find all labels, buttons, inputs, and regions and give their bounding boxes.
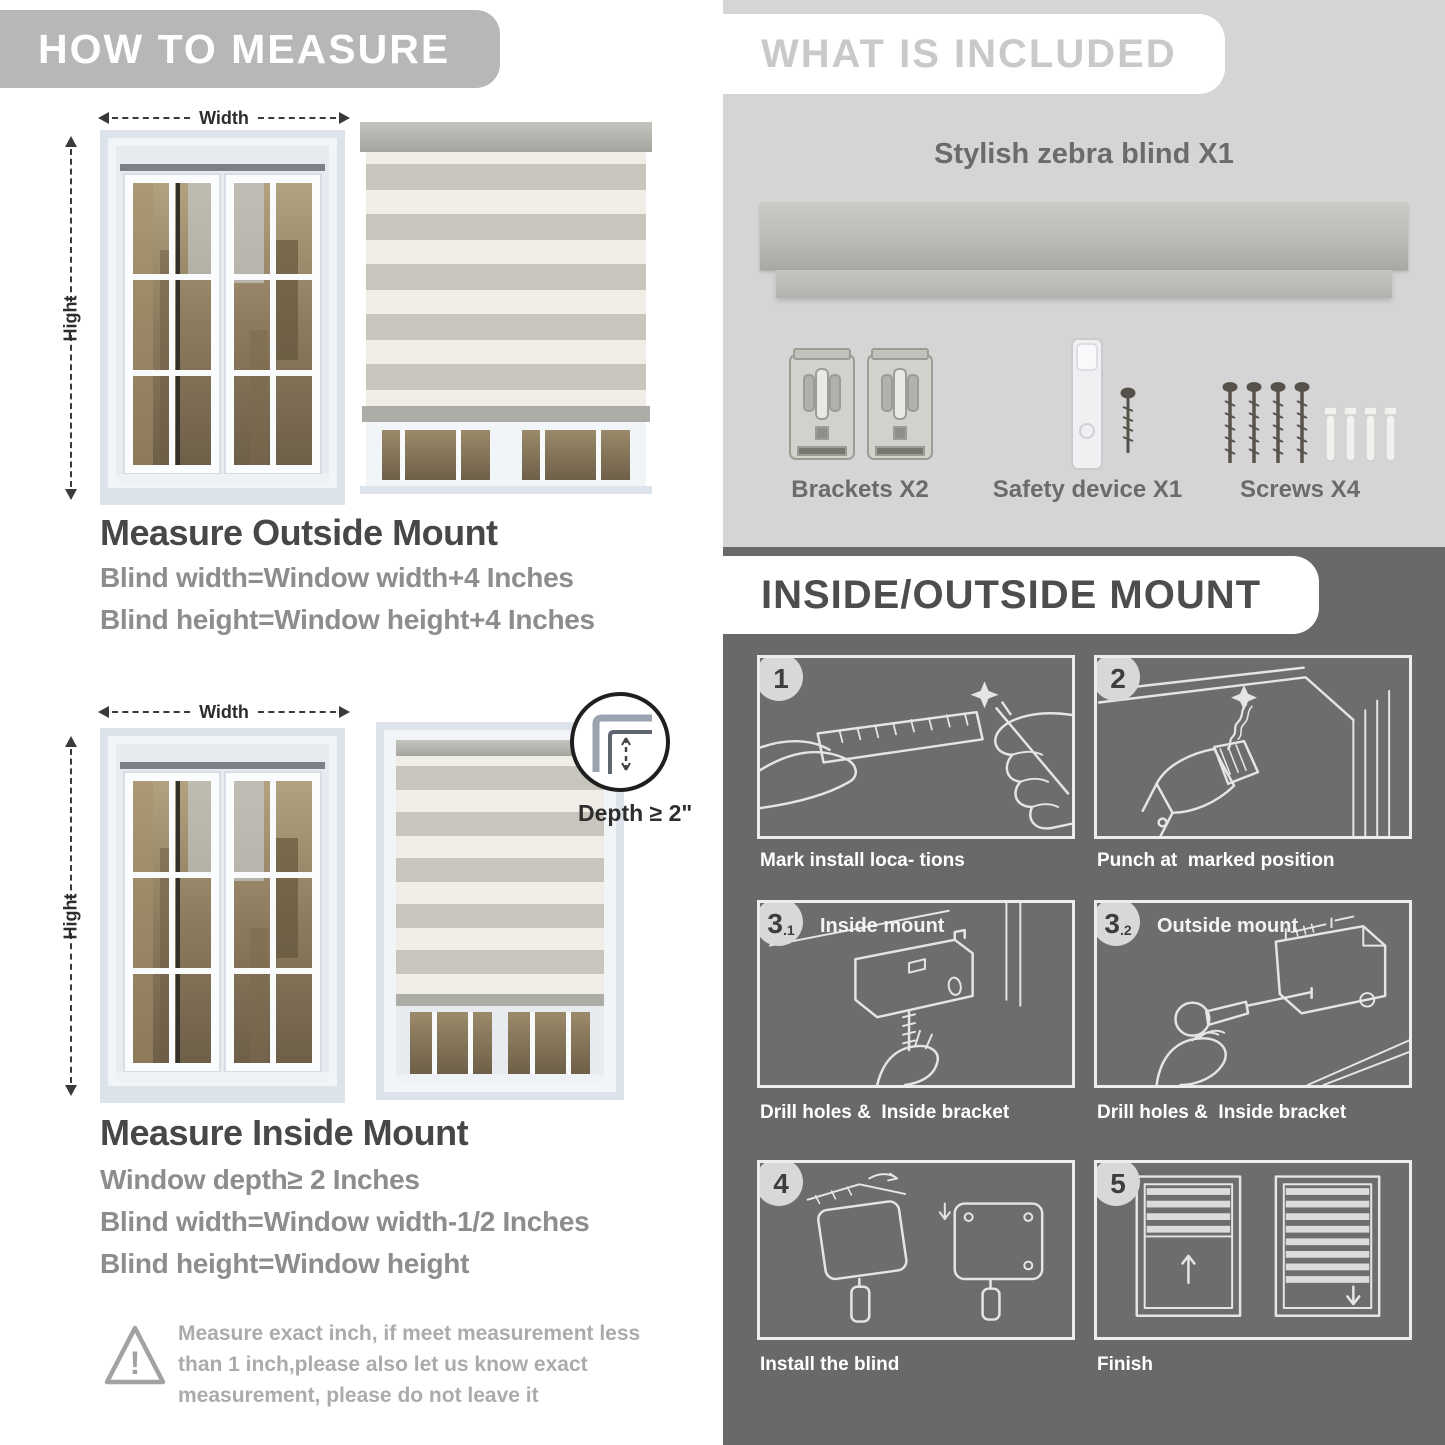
height-arrow: [58, 736, 84, 1096]
measure-warning-note: Measure exact inch, if meet measurement less than 1 inch,please also let us know exact measurement, please do not leave it: [178, 1322, 641, 1407]
what-is-included-header: [723, 14, 1225, 94]
height-arrow: [58, 136, 84, 500]
inside-mount-line-1: Window depth≥ 2 Inches: [100, 1164, 420, 1195]
step-panel-3-1: [757, 900, 1075, 1088]
zebra-blind-outside-mount-illustration: [360, 122, 652, 494]
width-label: Width: [199, 107, 249, 128]
screw-icon: [1122, 389, 1134, 453]
step-panel-4: [757, 1160, 1075, 1340]
warning-triangle-icon: [102, 1322, 168, 1390]
width-arrow: [98, 700, 350, 724]
step-5-caption: Finish: [1097, 1354, 1153, 1375]
arrow-down-icon: [65, 1085, 77, 1096]
hardware-components-illustration: [760, 335, 1410, 475]
inside-mount-line-3: Blind height=Window height: [100, 1248, 470, 1279]
step-number-badge: 5: [1094, 1160, 1140, 1206]
how-to-measure-header: [0, 10, 500, 88]
step-1-mark-illustration: [760, 658, 1072, 836]
window-photo-illustration: [100, 130, 345, 505]
step-4-caption: Install the blind: [760, 1354, 900, 1375]
arrow-down-icon: [65, 489, 77, 500]
brackets-label: Brackets X2: [791, 476, 929, 503]
step-panel-1: [757, 655, 1075, 839]
bracket-icon: [868, 349, 932, 459]
arrow-left-icon: [98, 706, 109, 718]
inside-mount-line-2: Blind width=Window width-1/2 Inches: [100, 1206, 590, 1237]
window-photo-illustration: [100, 728, 345, 1103]
svg-text:!: !: [129, 1345, 141, 1381]
arrow-right-icon: [339, 706, 350, 718]
product-quantity-label: Stylish zebra blind X1: [934, 138, 1234, 170]
step-3-2-title: Outside mount: [1157, 915, 1299, 937]
safety-device-label: Safety device X1: [992, 476, 1183, 503]
inside-outside-mount-title: INSIDE/OUTSIDE MOUNT: [761, 573, 1262, 617]
step-number-badge: 4: [757, 1160, 803, 1206]
screws-label: Screws X4: [1239, 476, 1361, 503]
screws-icon: [1223, 383, 1309, 464]
step-number-badge: 3 .2: [1094, 900, 1140, 946]
blind-headrail-lip-image: [776, 270, 1392, 298]
step-4-install-illustration: [760, 1163, 1072, 1337]
safety-device-icon: [1072, 339, 1102, 469]
step-panel-2: [1094, 655, 1412, 839]
step-number-badge: 2: [1094, 655, 1140, 701]
blind-headrail-image: [760, 202, 1408, 270]
step-5-finish-illustration: [1097, 1163, 1409, 1337]
what-is-included-title: WHAT IS INCLUDED: [761, 32, 1177, 76]
inside-mount-title: Measure Inside Mount: [100, 1112, 469, 1153]
step-3-1-caption: Drill holes & Inside bracket: [760, 1102, 1010, 1123]
height-label: Hight: [60, 295, 81, 341]
how-to-measure-title: HOW TO MEASURE: [38, 26, 451, 72]
width-label: Width: [199, 701, 249, 722]
outside-mount-title: Measure Outside Mount: [100, 512, 498, 553]
arrow-up-icon: [65, 136, 77, 147]
arrow-right-icon: [339, 112, 350, 124]
arrow-left-icon: [98, 112, 109, 124]
step-panel-5: [1094, 1160, 1412, 1340]
outside-mount-line-1: Blind width=Window width+4 Inches: [100, 562, 574, 593]
outside-mount-line-2: Blind height=Window height+4 Inches: [100, 604, 595, 635]
step-number-badge: 3 .1: [757, 900, 803, 946]
step-number-badge: 1: [757, 655, 803, 701]
step-3-2-caption: Drill holes & Inside bracket: [1097, 1102, 1347, 1123]
width-arrow: [98, 106, 350, 130]
step-2-drill-illustration: [1097, 658, 1409, 836]
step-1-caption: Mark install loca- tions: [760, 850, 965, 871]
depth-note: Depth ≥ 2": [578, 800, 693, 826]
inside-outside-mount-header: [723, 556, 1319, 634]
step-panel-3-2: [1094, 900, 1412, 1088]
arrow-up-icon: [65, 736, 77, 747]
step-3-1-title: Inside mount: [820, 915, 945, 937]
step-2-caption: Punch at marked position: [1097, 850, 1335, 871]
wall-anchors-icon: [1324, 407, 1397, 461]
height-label: Hight: [60, 893, 81, 939]
bracket-icon: [790, 349, 854, 459]
depth-zoom-circle-icon: [568, 690, 672, 794]
